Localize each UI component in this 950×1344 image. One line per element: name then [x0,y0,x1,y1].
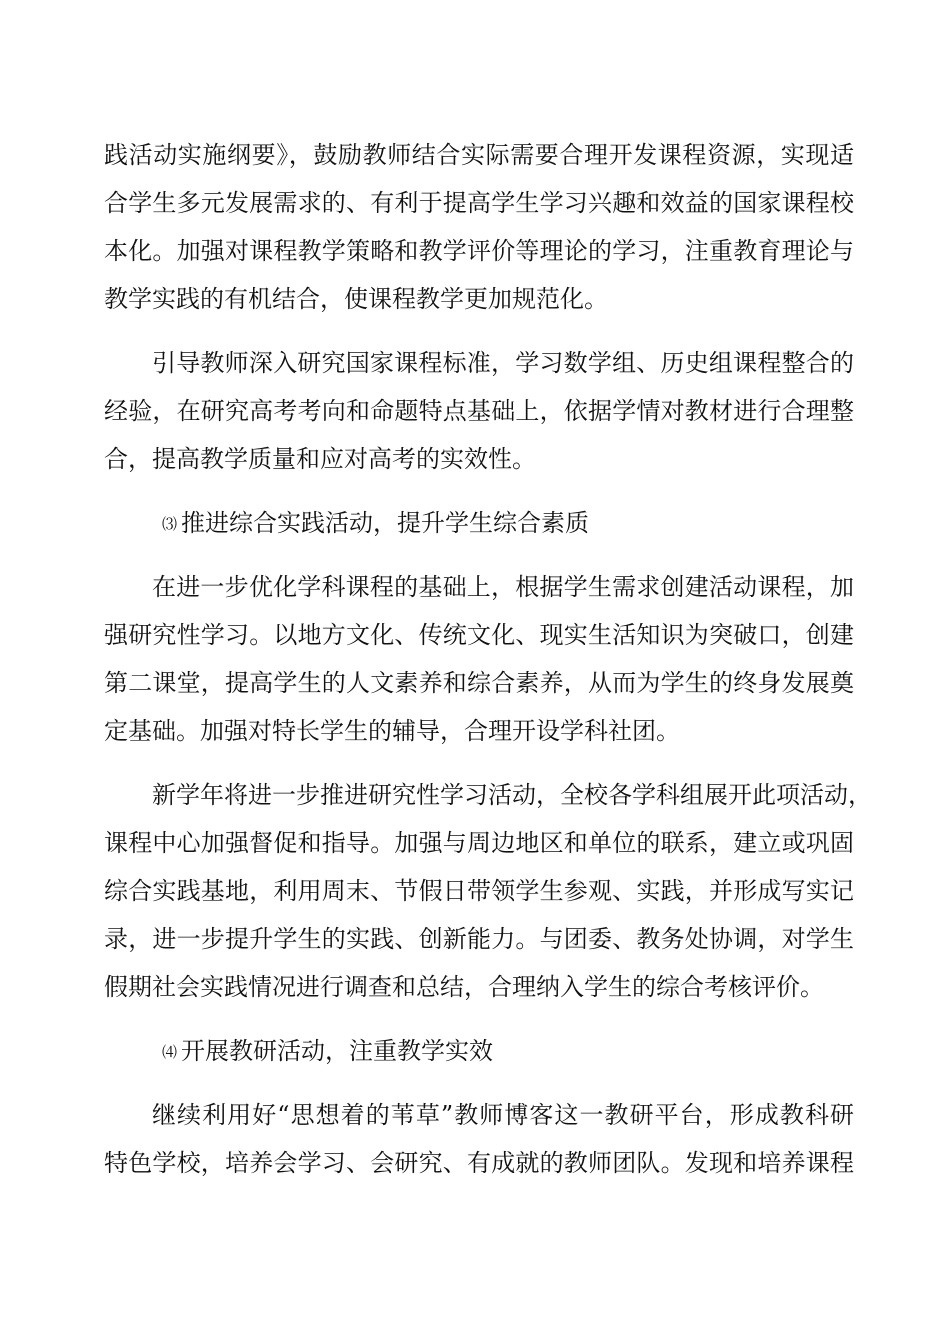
text-line: 定基础。加强对特长学生的辅导，合理开设学科社团。 [104,717,680,745]
paragraph-gap [104,547,854,563]
document-body [104,131,872,1187]
text-line: 本化。加强对课程教学策略和教学评价等理论的学习，注重教育理论与 [104,237,854,265]
paragraph-gap [104,323,854,339]
paragraph-gap [104,1011,854,1027]
text-line: 假期社会实践情况进行调查和总结，合理纳入学生的综合考核评价。 [104,973,824,1001]
heading-text: 开展教研活动，注重教学实效 [181,1037,494,1065]
paragraph [104,1091,854,1187]
text-line: 经验，在研究高考考向和命题特点基础上，依据学情对教材进行合理整 [104,397,854,425]
paragraph [104,563,854,755]
text-line: 合，提高教学质量和应对高考的实效性。 [104,445,536,473]
paragraph [104,339,854,483]
text-line: 综合实践基地，利用周末、节假日带领学生参观、实践，并形成写实记 [104,877,854,905]
text-line: 继续利用好“思想着的苇草”教师博客这一教研平台，形成教科研 [152,1101,854,1129]
text-line: 在进一步优化学科课程的基础上，根据学生需求创建活动课程，加 [152,573,854,601]
paragraph [104,771,872,1011]
paragraph [104,131,854,323]
heading-number: ⑷ [162,1043,178,1061]
text-line: 践活动实施纲要》，鼓励教师结合实际需要合理开发课程资源，实现适 [104,141,854,169]
section-heading [104,499,854,547]
paragraph-gap [104,755,854,771]
heading-text: 推进综合实践活动，提升学生综合素质 [181,509,590,537]
text-line: 特色学校，培养会学习、会研究、有成就的教师团队。发现和培养课程 [104,1149,854,1177]
section-heading [104,1027,854,1075]
text-line: 课程中心加强督促和指导。加强与周边地区和单位的联系，建立或巩固 [104,829,854,857]
text-line: 第二课堂，提高学生的人文素养和综合素养，从而为学生的终身发展奠 [104,669,854,697]
paragraph-gap [104,1075,854,1091]
text-line: 录，进一步提升学生的实践、创新能力。与团委、教务处协调，对学生 [104,925,854,953]
paragraph-gap [104,483,854,499]
text-line: 合学生多元发展需求的、有利于提高学生学习兴趣和效益的国家课程校 [104,189,854,217]
text-line: 引导教师深入研究国家课程标准，学习数学组、历史组课程整合的 [152,349,854,377]
text-line: 强研究性学习。以地方文化、传统文化、现实生活知识为突破口，创建 [104,621,854,649]
text-line: 教学实践的有机结合，使课程教学更加规范化。 [104,285,608,313]
heading-number: ⑶ [162,515,178,533]
text-line: 新学年将进一步推进研究性学习活动，全校各学科组展开此项活动， [152,781,872,809]
